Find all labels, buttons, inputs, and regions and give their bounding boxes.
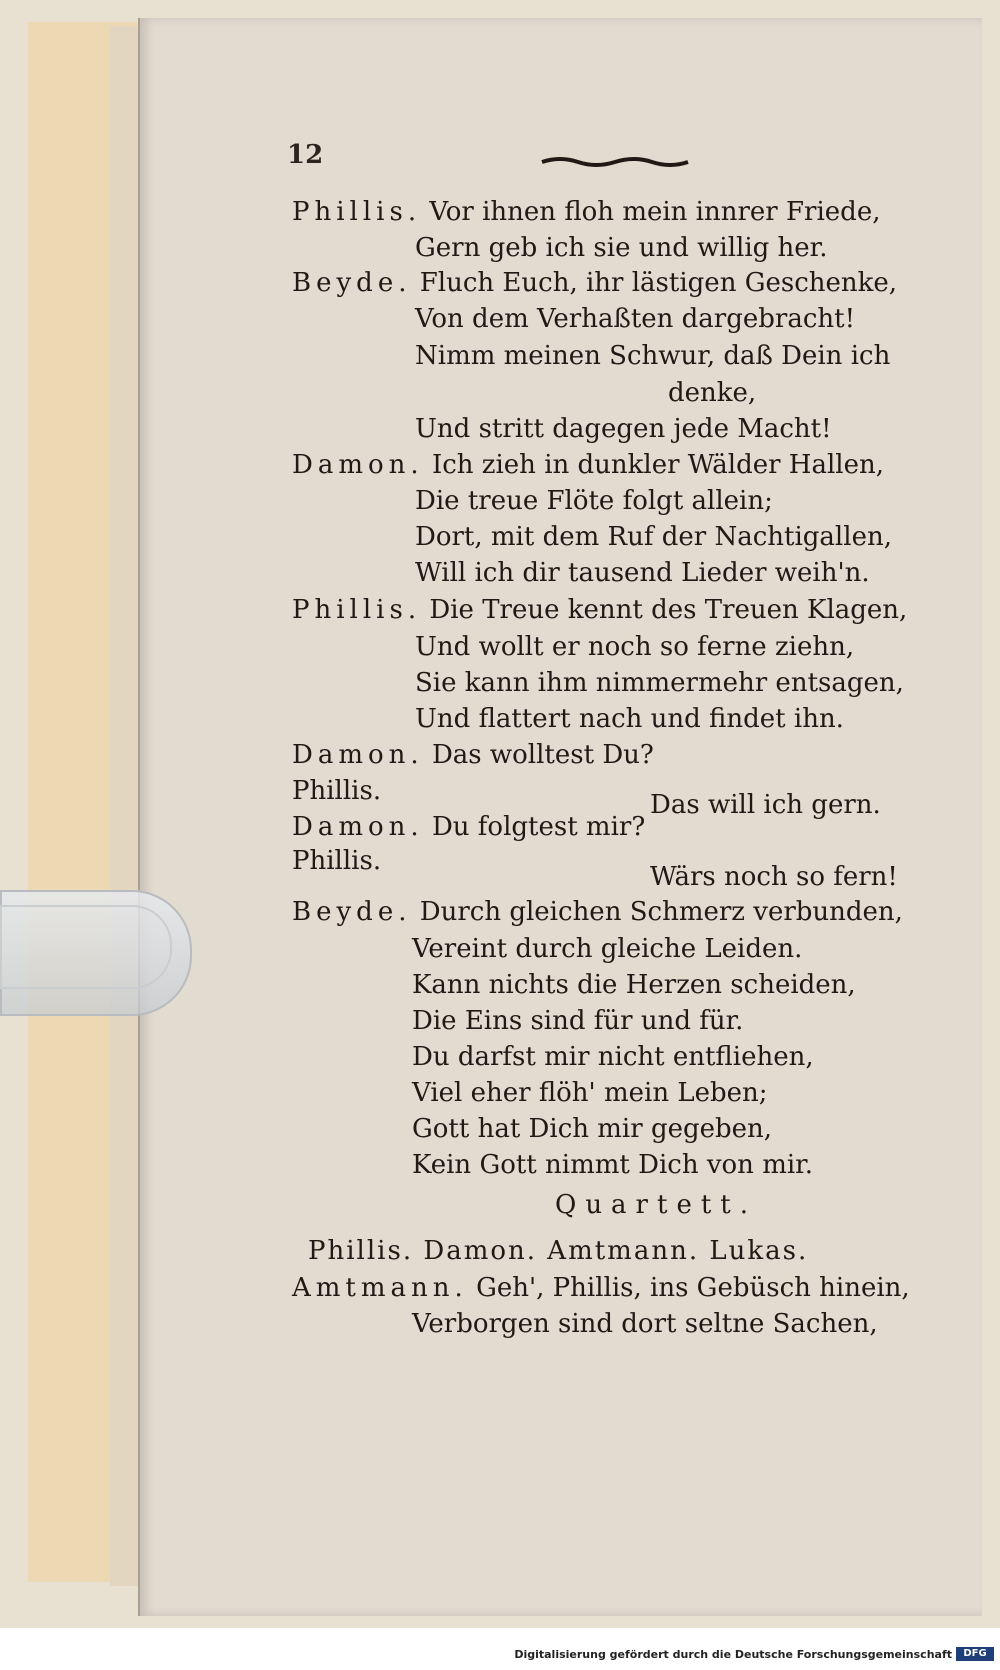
speaker-name: Damon. [292,740,424,770]
verse-line: Will ich dir tausend Lieder weih'n. [415,558,870,588]
cast-line: Phillis. Damon. Amtmann. Lukas. [308,1236,809,1266]
verse-line: Und flattert nach und findet ihn. [415,704,844,734]
verse-line: Und wollt er noch so ferne ziehn, [415,632,855,662]
verse-text: Das wolltest Du? [431,740,654,770]
speaker-name: Phillis. [292,846,382,876]
verse-line [292,197,880,227]
speaker-name: Amtmann. [292,1273,468,1303]
page-edges [110,26,141,1586]
verse-line-continuation: denke, [668,378,757,408]
page-number: 12 [287,140,324,170]
verse-text: Geh', Phillis, ins Gebüsch hinein, [476,1273,910,1303]
verse-line [292,740,654,770]
verse-line: Vereint durch gleiche Leiden. [412,934,803,964]
verse-line [292,897,903,927]
verse-line: Von dem Verhaßten dargebracht! [415,304,856,334]
verse-line: Nimm meinen Schwur, daß Dein ich [415,341,891,371]
speaker-name: Damon. [292,812,424,842]
verse-line [292,1273,910,1303]
verse-line: Du darfst mir nicht entfliehen, [412,1042,814,1072]
verse-line: Gern geb ich sie und willig her. [415,233,828,263]
verse-line [292,595,907,625]
verse-line: Die Eins sind für und für. [412,1006,744,1036]
verse-text: Du folgtest mir? [431,812,646,842]
verse-line: Verborgen sind dort seltne Sachen, [412,1309,878,1339]
verse-text: Die Treue kennt des Treuen Klagen, [429,595,908,625]
verse-text: Das will ich gern. [650,790,881,820]
verse-line: Und stritt dagegen jede Macht! [415,414,832,444]
speaker-name: Phillis. [292,197,422,227]
verse-line [292,812,645,842]
page-clip-inner [0,905,172,989]
speaker-name: Beyde. [292,268,412,298]
verse-text: Wärs noch so fern! [650,862,898,892]
verse-text: Vor ihnen floh mein innrer Friede, [429,197,881,227]
verse-line: Kann nichts die Herzen scheiden, [412,970,856,1000]
speaker-name: Damon. [292,450,424,480]
speaker-name: Beyde. [292,897,412,927]
ornament-rule [540,154,690,168]
verse-line: Sie kann ihm nimmermehr entsagen, [415,668,904,698]
verse-text: Fluch Euch, ihr lästigen Geschenke, [419,268,898,298]
verse-line: Dort, mit dem Ruf der Nachtigallen, [415,522,892,552]
verse-line: Die treue Flöte folgt allein; [415,486,773,516]
verse-text: Durch gleichen Schmerz verbunden, [419,897,903,927]
verse-text: Ich zieh in dunkler Wälder Hallen, [431,450,885,480]
footer-credit: Digitalisierung gefördert durch die Deutsche Forschungsgemeinschaft [514,1648,952,1661]
speaker-name: Phillis. [292,595,422,625]
verse-line: Viel eher flöh' mein Leben; [412,1078,768,1108]
verse-line: Gott hat Dich mir gegeben, [412,1114,773,1144]
section-title: Quartett. [555,1190,757,1220]
verse-line [292,268,897,298]
verse-line [292,450,884,480]
speaker-name: Phillis. [292,776,382,806]
verse-line: Kein Gott nimmt Dich von mir. [412,1150,813,1180]
dfg-logo: DFG [956,1647,994,1661]
